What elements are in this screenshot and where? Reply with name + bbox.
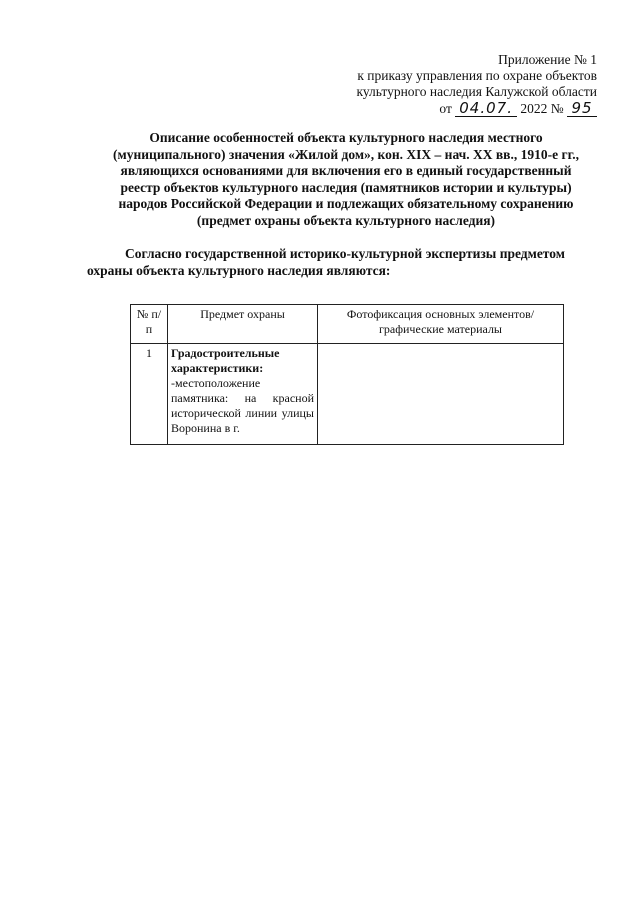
handwritten-order-number: 95: [567, 100, 597, 117]
date-prefix: от: [439, 101, 452, 116]
row-photo: [318, 344, 564, 445]
protection-subject-table: [130, 304, 564, 445]
row-subject-text: -местоположение памятника: на красной исторической линии улицы Воронина в г.: [171, 376, 314, 435]
appendix-date-line: [356, 100, 597, 117]
appendix-authority: культурного наследия Калужской области: [356, 84, 597, 99]
year-and-number-label: 2022 №: [520, 101, 564, 116]
table-row: [131, 344, 564, 445]
title-line-1: Описание особенностей объекта культурного наследия местного: [149, 130, 543, 145]
row-subject-heading: Градостроительные характеристики:: [171, 346, 280, 375]
title-line-6: (предмет охраны объекта культурного наследия): [196, 212, 496, 228]
appendix-order-reference: к приказу управления по охране объектов: [357, 68, 597, 83]
appendix-header: [356, 52, 597, 117]
row-number: 1: [131, 344, 168, 445]
document-title: [76, 130, 616, 229]
table-header-row: [131, 305, 564, 344]
title-line-3: являющихся основаниями для включения его в единый государственный: [120, 163, 572, 178]
handwritten-date: 04.07.: [455, 100, 517, 117]
header-number: № п/п: [131, 305, 168, 344]
row-subject: [168, 344, 318, 445]
title-line-2: (муниципального) значения «Жилой дом», кон. XIX – нач. XX вв., 1910-е гг.,: [113, 146, 579, 162]
title-line-5: народов Российской Федерации и подлежащих обязательному сохранению: [118, 196, 574, 211]
appendix-number: Приложение № 1: [498, 52, 597, 67]
intro-line-1: Согласно государственной историко-культурной экспертизы предметом: [125, 246, 565, 261]
intro-line-2: охраны объекта культурного наследия являются:: [87, 262, 391, 278]
header-photo: Фотофиксация основных элементов/графические материалы: [318, 305, 564, 344]
header-subject: Предмет охраны: [168, 305, 318, 344]
title-line-4: реестр объектов культурного наследия (памятников истории и культуры): [120, 179, 572, 195]
intro-paragraph: [87, 246, 599, 279]
